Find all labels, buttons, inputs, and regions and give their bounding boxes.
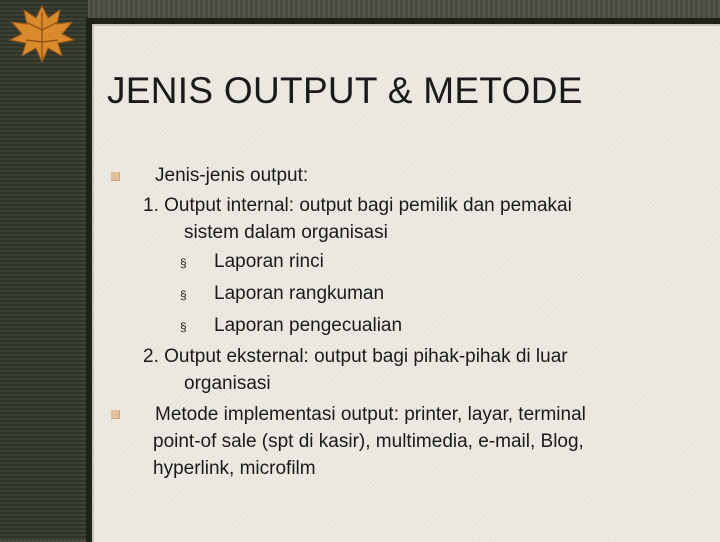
subitem-laporan-rangkuman: Laporan rangkuman — [214, 283, 385, 304]
subitem-laporan-pengecualian: Laporan pengecualian — [214, 315, 403, 336]
sub-bullet-icon: § — [180, 320, 187, 334]
background-strip-left — [0, 0, 88, 540]
output-eksternal-line-1: 2. Output eksternal: output bagi pihak-pihak di luar — [143, 346, 568, 367]
subitem-laporan-rinci: Laporan rinci — [214, 251, 324, 272]
square-bullet-icon — [111, 172, 120, 181]
bullet-2-line-3: hyperlink, microfilm — [153, 458, 316, 479]
square-bullet-icon — [111, 410, 120, 419]
output-eksternal-line-2: organisasi — [184, 373, 271, 394]
bullet-2-line-2: point-of sale (spt di kasir), multimedia, e-mail, Blog, — [153, 431, 584, 452]
slide-title: JENIS OUTPUT & METODE — [107, 70, 583, 111]
bullet-1-text: Jenis-jenis output: — [155, 165, 309, 186]
output-internal-line-1: 1. Output internal: output bagi pemilik dan pemakai — [143, 195, 572, 216]
sub-bullet-icon: § — [180, 256, 187, 270]
bullet-2-line-1: Metode implementasi output: printer, layar, terminal — [155, 404, 586, 425]
sub-bullet-icon: § — [180, 288, 187, 302]
autumn-leaf-icon — [2, 0, 84, 64]
output-internal-line-2: sistem dalam organisasi — [184, 222, 388, 243]
